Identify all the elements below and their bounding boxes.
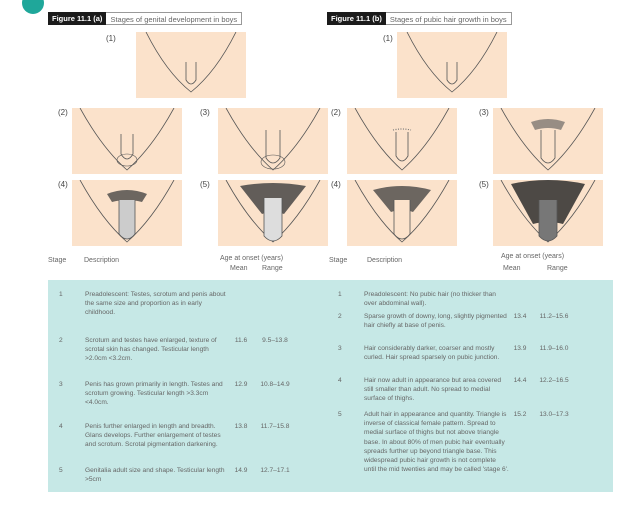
column-header-age-onset: Age at onset (years) — [220, 255, 284, 262]
stage-label: (1) — [383, 34, 393, 43]
row-range: 13.0–17.3 — [539, 411, 569, 418]
figure-title-a: Stages of genital development in boys — [106, 12, 242, 25]
stage-table-b — [327, 280, 613, 492]
row-stage: 2 — [59, 337, 63, 344]
row-description: Penis further enlarged in length and breadth. Glans develops. Further enlargement of testes and scrotum. Scrotal pigmentation darkening. — [85, 423, 221, 449]
row-range: 11.7–15.8 — [260, 423, 290, 430]
figure-panel-a — [48, 12, 334, 497]
row-mean: 14.4 — [513, 377, 527, 384]
row-stage: 5 — [59, 467, 63, 474]
row-description: Sparse growth of downy, long, slightly pigmented hair chiefly at base of penis. — [364, 313, 507, 330]
row-mean: 12.9 — [234, 381, 248, 388]
row-stage: 2 — [338, 313, 342, 320]
stage-label: (2) — [58, 108, 68, 117]
row-mean: 13.8 — [234, 423, 248, 430]
genital-illustration-stage-3 — [218, 108, 328, 174]
column-header-description: Description — [367, 257, 403, 264]
stage-label: (3) — [479, 108, 489, 117]
figure-caption-b — [327, 12, 512, 25]
column-header-age-onset: Age at onset (years) — [501, 253, 565, 260]
pubic-hair-illustration-stage-2 — [347, 108, 457, 174]
genital-illustration-stage-1 — [136, 32, 246, 98]
row-range: 10.8–14.9 — [260, 381, 290, 388]
column-header-range: Range — [262, 265, 283, 272]
figure-number-b: Figure 11.1 (b) — [327, 12, 386, 25]
row-range: 9.5–13.8 — [262, 337, 288, 344]
stage-label: (1) — [106, 34, 116, 43]
genital-illustration-stage-4 — [72, 180, 182, 246]
column-header-mean: Mean — [503, 265, 521, 272]
row-description: Preadolescent: Testes, scrotum and penis about the same size and proportion as in early childhood. — [85, 291, 226, 317]
stage-label: (2) — [331, 108, 341, 117]
row-description: Scrotum and testes have enlarged, texture of scrotal skin has changed. Testicular length >2.0cm <3.2cm. — [85, 337, 217, 363]
column-header-range: Range — [547, 265, 568, 272]
pubic-hair-illustration-stage-5 — [493, 180, 603, 246]
row-stage: 1 — [338, 291, 342, 298]
pubic-hair-illustration-stage-1 — [397, 32, 507, 98]
row-stage: 3 — [338, 345, 342, 352]
row-description: Adult hair in appearance and quantity. Triangle is inverse of classical female pattern. Spread to medial surface of thighs but not above triangle base. In about 80% of men pubic hair eventually spreads further up beyond triangle base. This widespread pubic hair growth is not complete until the mid twenties and may be called 'stage 6'. — [364, 411, 509, 474]
row-description: Penis has grown primarily in length. Testes and scrotum growing. Testicular length >3.3cm <4.0cm. — [85, 381, 223, 407]
stage-label: (5) — [479, 180, 489, 189]
row-mean: 11.6 — [234, 337, 248, 344]
pubic-hair-illustration-stage-4 — [347, 180, 457, 246]
row-description: Genitalia adult size and shape. Testicular length >5cm — [85, 467, 225, 484]
column-header-stage: Stage — [329, 257, 348, 264]
genital-illustration-stage-2 — [72, 108, 182, 174]
column-header-stage: Stage — [48, 257, 67, 264]
page-tab-marker — [22, 0, 44, 14]
row-mean: 13.9 — [513, 345, 527, 352]
row-range: 12.7–17.1 — [260, 467, 290, 474]
stage-label: (4) — [331, 180, 341, 189]
pubic-hair-illustration-stage-3 — [493, 108, 603, 174]
figure-number-a: Figure 11.1 (a) — [48, 12, 106, 25]
row-stage: 3 — [59, 381, 63, 388]
column-header-mean: Mean — [230, 265, 248, 272]
row-stage: 4 — [59, 423, 63, 430]
genital-illustration-stage-5 — [218, 180, 328, 246]
stage-label: (4) — [58, 180, 68, 189]
figure-caption-a — [48, 12, 242, 25]
figure-title-b: Stages of pubic hair growth in boys — [386, 12, 512, 25]
column-header-description: Description — [84, 257, 120, 264]
row-mean: 13.4 — [513, 313, 527, 320]
row-mean: 14.9 — [234, 467, 248, 474]
row-range: 11.9–16.0 — [539, 345, 569, 352]
row-description: Hair now adult in appearance but area covered still smaller than adult. No spread to medial surface of thighs. — [364, 377, 502, 403]
row-description: Hair considerably darker, coarser and mostly curled. Hair spread sparsely on pubic junction. — [364, 345, 500, 362]
stage-label: (5) — [200, 180, 210, 189]
stage-table-a — [48, 280, 334, 492]
row-range: 11.2–15.6 — [539, 313, 569, 320]
row-mean: 15.2 — [513, 411, 527, 418]
row-description: Preadolescent: No pubic hair (no thicker than over abdominal wall). — [364, 291, 496, 308]
figure-panel-b — [327, 12, 613, 497]
row-range: 12.2–16.5 — [539, 377, 569, 384]
stage-label: (3) — [200, 108, 210, 117]
row-stage: 4 — [338, 377, 342, 384]
row-stage: 1 — [59, 291, 63, 298]
row-stage: 5 — [338, 411, 342, 418]
